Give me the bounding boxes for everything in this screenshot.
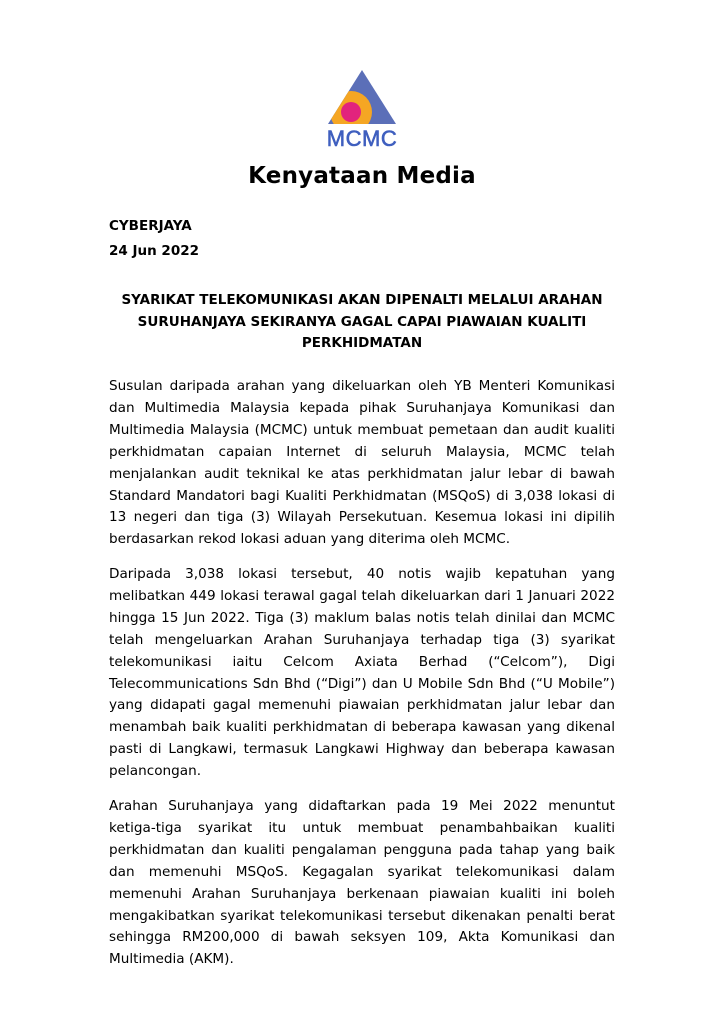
headline: SYARIKAT TELEKOMUNIKASI AKAN DIPENALTI MELALUI ARAHAN SURUHANJAYA SEKIRANYA GAGAL CAPAI PIAWAIAN KUALITI PERKHIDMATAN [121,292,603,351]
paragraph-3: Arahan Suruhanjaya yang didaftarkan pada 19 Mei 2022 menuntut ketiga-tiga syarikat itu untuk membuat penambahbaikan kualiti perkhidmatan dan kualiti pengalaman pengguna pada tahap yang baik dan memenuhi MSQoS. Kegagalan syarikat telekomunikasi dalam memenuhi Arahan Suruhanjaya berkenaan piawaian kualiti ini boleh mengakibatkan syarikat telekomunikasi tersebut dikenakan penalti berat sehingga RM200,000 di bawah seksyen 109, Akta Komunikasi dan Multimedia (AKM). [109,798,615,968]
logo-text: MCMC [326,126,398,151]
dateline-date: 24 Jun 2022 [109,243,200,259]
dateline-location: CYBERJAYA [109,218,192,234]
mcmc-logo [306,68,418,152]
paragraph-2: Daripada 3,038 lokasi tersebut, 40 notis wajib kepatuhan yang melibatkan 449 lokasi terawal gagal telah dikeluarkan dari 1 Januari 2022 hingga 15 Jun 2022. Tiga (3) maklum balas notis telah dinilai dan MCMC telah mengeluarkan Arahan Suruhanjaya terhadap tiga (3) syarikat telekomunikasi iaitu Celcom Axiata Berhad (“Celcom”), Digi Telecommunications Sdn Bhd (“Digi”) dan U Mobile Sdn Bhd (“U Mobile”) yang didapati gagal memenuhi piawaian perkhidmatan jalur lebar dan menambah baik kualiti perkhidmatan di beberapa kawasan yang dikenal pasti di Langkawi, termasuk Langkawi Highway dan beberapa kawasan pelancongan. [109,566,615,780]
page-title: Kenyataan Media [248,163,476,189]
mcmc-logo-graphic [306,68,418,152]
paragraph-1: Susulan daripada arahan yang dikeluarkan oleh YB Menteri Komunikasi dan Multimedia Malaysia kepada pihak Suruhanjaya Komunikasi dan Multimedia Malaysia (MCMC) untuk membuat pemetaan dan audit kualiti perkhidmatan capaian Internet di seluruh Malaysia, MCMC telah menjalankan audit teknikal ke atas perkhidmatan jalur lebar di bawah Standard Mandatori bagi Kualiti Perkhidmatan (MSQoS) di 3,038 lokasi di 13 negeri dan tiga (3) Wilayah Persekutuan. Kesemua lokasi ini dipilih berdasarkan rekod lokasi aduan yang diterima oleh MCMC. [109,378,615,548]
